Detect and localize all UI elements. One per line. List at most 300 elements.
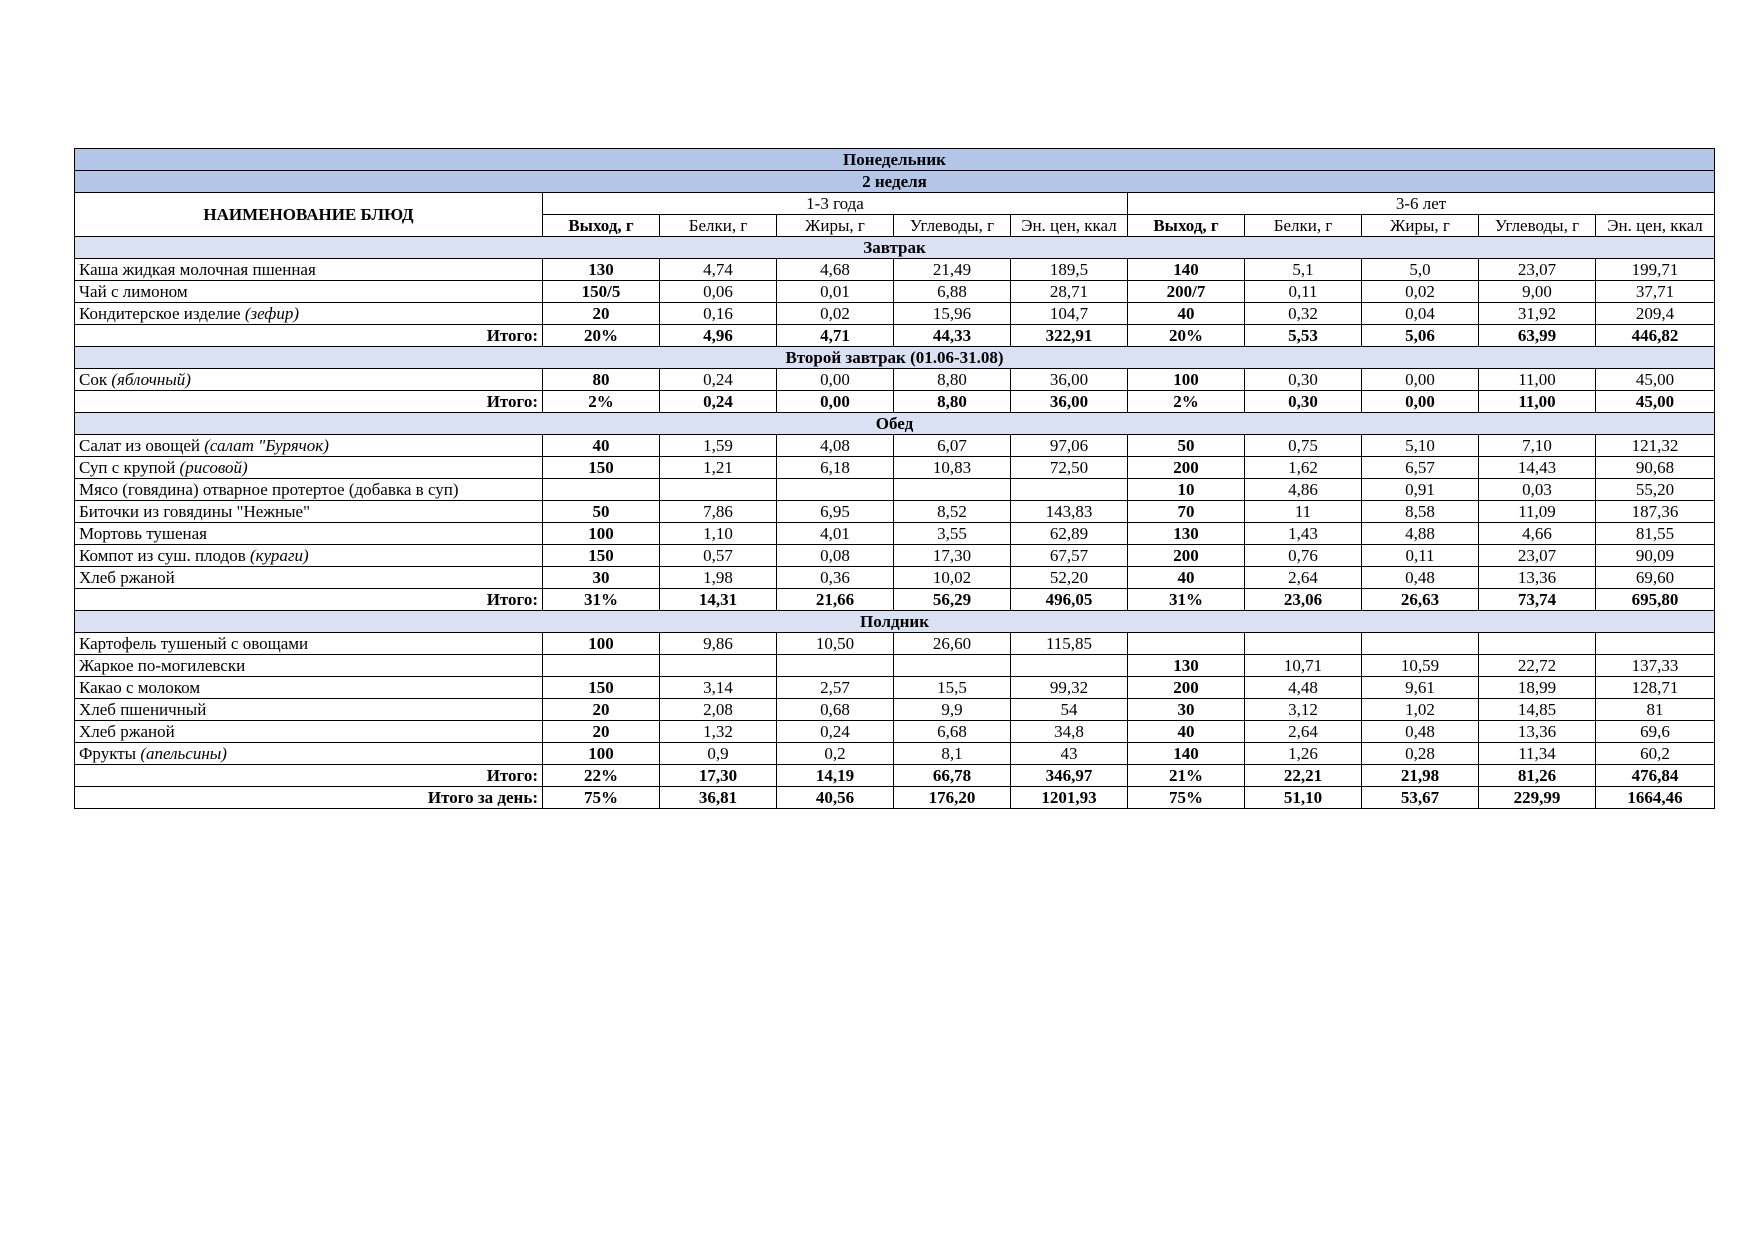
value-cell: 0,32 — [1245, 303, 1362, 325]
meal-total-row — [75, 391, 1715, 413]
value-cell: 13,36 — [1479, 721, 1596, 743]
col-header-energy: Эн. цен, ккал — [1011, 215, 1128, 237]
value-cell — [1011, 655, 1128, 677]
value-cell: 4,48 — [1245, 677, 1362, 699]
value-cell: 1,21 — [660, 457, 777, 479]
value-cell: 45,00 — [1596, 369, 1715, 391]
value-cell: 4,66 — [1479, 523, 1596, 545]
value-cell: 17,30 — [660, 765, 777, 787]
meal-title: Второй завтрак (01.06-31.08) — [75, 347, 1715, 369]
value-cell: 187,36 — [1596, 501, 1715, 523]
dish-name — [75, 259, 543, 281]
dish-name-text: Сок — [79, 369, 112, 389]
dish-name-header: НАИМЕНОВАНИЕ БЛЮД — [75, 193, 543, 237]
dish-name — [75, 655, 543, 677]
value-cell: 40,56 — [777, 787, 894, 809]
value-cell: 90,68 — [1596, 457, 1715, 479]
value-cell: 100 — [543, 743, 660, 765]
col-header-fat: Жиры, г — [777, 215, 894, 237]
value-cell: 1,10 — [660, 523, 777, 545]
dish-row — [75, 501, 1715, 523]
value-cell: 0,9 — [660, 743, 777, 765]
value-cell: 53,67 — [1362, 787, 1479, 809]
value-cell: 0,48 — [1362, 721, 1479, 743]
dish-note: (рисовой) — [179, 457, 248, 477]
value-cell — [1128, 633, 1245, 655]
value-cell: 0,03 — [1479, 479, 1596, 501]
value-cell: 2% — [1128, 391, 1245, 413]
value-cell: 4,08 — [777, 435, 894, 457]
dish-row — [75, 457, 1715, 479]
total-label: Итого: — [75, 589, 543, 611]
value-cell: 10,02 — [894, 567, 1011, 589]
value-cell: 7,86 — [660, 501, 777, 523]
value-cell: 97,06 — [1011, 435, 1128, 457]
dish-name — [75, 567, 543, 589]
value-cell: 0,2 — [777, 743, 894, 765]
dish-name-text: Хлеб пшеничный — [79, 699, 207, 719]
value-cell: 81,55 — [1596, 523, 1715, 545]
value-cell: 446,82 — [1596, 325, 1715, 347]
dish-name-text: Какао с молоком — [79, 677, 201, 697]
day-title: Понедельник — [75, 149, 1715, 171]
value-cell: 0,24 — [777, 721, 894, 743]
dish-name — [75, 677, 543, 699]
value-cell: 0,57 — [660, 545, 777, 567]
value-cell — [1479, 633, 1596, 655]
value-cell: 140 — [1128, 259, 1245, 281]
value-cell: 130 — [1128, 523, 1245, 545]
value-cell: 36,81 — [660, 787, 777, 809]
dish-row — [75, 281, 1715, 303]
value-cell: 31% — [543, 589, 660, 611]
dish-row — [75, 721, 1715, 743]
value-cell: 34,8 — [1011, 721, 1128, 743]
value-cell — [777, 479, 894, 501]
value-cell: 1,32 — [660, 721, 777, 743]
value-cell: 0,08 — [777, 545, 894, 567]
value-cell: 55,20 — [1596, 479, 1715, 501]
value-cell: 15,96 — [894, 303, 1011, 325]
value-cell: 130 — [543, 259, 660, 281]
value-cell: 23,06 — [1245, 589, 1362, 611]
value-cell: 31,92 — [1479, 303, 1596, 325]
value-cell: 72,50 — [1011, 457, 1128, 479]
dish-name-text: Салат из овощей — [79, 435, 205, 455]
value-cell: 11,34 — [1479, 743, 1596, 765]
value-cell: 18,99 — [1479, 677, 1596, 699]
dish-name-text: Каша жидкая молочная пшенная — [79, 259, 316, 279]
value-cell: 9,9 — [894, 699, 1011, 721]
value-cell: 0,30 — [1245, 369, 1362, 391]
dish-row — [75, 523, 1715, 545]
dish-name-text: Биточки из говядины "Нежные" — [79, 501, 311, 521]
value-cell: 37,71 — [1596, 281, 1715, 303]
value-cell: 176,20 — [894, 787, 1011, 809]
value-cell: 1664,46 — [1596, 787, 1715, 809]
value-cell: 1,02 — [1362, 699, 1479, 721]
total-label: Итого: — [75, 325, 543, 347]
value-cell: 36,00 — [1011, 391, 1128, 413]
dish-note: (кураги) — [249, 545, 309, 565]
value-cell — [1596, 633, 1715, 655]
value-cell: 346,97 — [1011, 765, 1128, 787]
age-group-3-6: 3-6 лет — [1128, 193, 1715, 215]
dish-row — [75, 545, 1715, 567]
dish-name — [75, 369, 543, 391]
value-cell: 496,05 — [1011, 589, 1128, 611]
value-cell: 0,28 — [1362, 743, 1479, 765]
dish-row — [75, 259, 1715, 281]
value-cell: 15,5 — [894, 677, 1011, 699]
dish-row — [75, 677, 1715, 699]
dish-name-text: Кондитерское изделие — [79, 303, 245, 323]
value-cell: 22,21 — [1245, 765, 1362, 787]
value-cell: 0,48 — [1362, 567, 1479, 589]
value-cell: 50 — [1128, 435, 1245, 457]
value-cell: 150 — [543, 545, 660, 567]
dish-row — [75, 479, 1715, 501]
week-title: 2 неделя — [75, 171, 1715, 193]
value-cell: 5,10 — [1362, 435, 1479, 457]
value-cell: 200/7 — [1128, 281, 1245, 303]
meal-header-row — [75, 237, 1715, 259]
value-cell: 80 — [543, 369, 660, 391]
value-cell — [1245, 633, 1362, 655]
col-header-protein: Белки, г — [660, 215, 777, 237]
value-cell: 99,32 — [1011, 677, 1128, 699]
value-cell: 4,71 — [777, 325, 894, 347]
day-total-label: Итого за день: — [75, 787, 543, 809]
value-cell: 0,00 — [1362, 391, 1479, 413]
value-cell: 63,99 — [1479, 325, 1596, 347]
dish-row — [75, 435, 1715, 457]
value-cell: 4,68 — [777, 259, 894, 281]
value-cell: 21% — [1128, 765, 1245, 787]
dish-name-text: Хлеб ржаной — [79, 567, 175, 587]
dish-name-text: Картофель тушеный с овощами — [79, 633, 309, 653]
value-cell: 8,1 — [894, 743, 1011, 765]
dish-note: (зефир) — [244, 303, 299, 323]
value-cell: 44,33 — [894, 325, 1011, 347]
value-cell: 3,14 — [660, 677, 777, 699]
value-cell: 7,10 — [1479, 435, 1596, 457]
dish-row — [75, 303, 1715, 325]
value-cell: 128,71 — [1596, 677, 1715, 699]
value-cell: 0,36 — [777, 567, 894, 589]
value-cell: 9,86 — [660, 633, 777, 655]
value-cell: 73,74 — [1479, 589, 1596, 611]
value-cell: 51,10 — [1245, 787, 1362, 809]
dish-name — [75, 457, 543, 479]
value-cell: 6,07 — [894, 435, 1011, 457]
value-cell: 0,24 — [660, 369, 777, 391]
value-cell: 2,64 — [1245, 721, 1362, 743]
value-cell: 66,78 — [894, 765, 1011, 787]
value-cell: 52,20 — [1011, 567, 1128, 589]
value-cell: 21,98 — [1362, 765, 1479, 787]
value-cell — [894, 479, 1011, 501]
value-cell: 1201,93 — [1011, 787, 1128, 809]
value-cell — [894, 655, 1011, 677]
dish-row — [75, 655, 1715, 677]
value-cell: 695,80 — [1596, 589, 1715, 611]
dish-name — [75, 743, 543, 765]
value-cell: 22,72 — [1479, 655, 1596, 677]
value-cell: 9,61 — [1362, 677, 1479, 699]
value-cell: 31% — [1128, 589, 1245, 611]
dish-name-text: Хлеб ржаной — [79, 721, 175, 741]
value-cell: 30 — [1128, 699, 1245, 721]
value-cell: 0,00 — [777, 369, 894, 391]
value-cell: 229,99 — [1479, 787, 1596, 809]
dish-name — [75, 699, 543, 721]
dish-name — [75, 633, 543, 655]
value-cell: 10,59 — [1362, 655, 1479, 677]
value-cell: 20% — [543, 325, 660, 347]
value-cell: 23,07 — [1479, 545, 1596, 567]
value-cell: 1,43 — [1245, 523, 1362, 545]
value-cell: 1,26 — [1245, 743, 1362, 765]
dish-name-text: Фрукты — [79, 743, 141, 763]
value-cell: 75% — [543, 787, 660, 809]
value-cell: 81 — [1596, 699, 1715, 721]
value-cell — [1011, 479, 1128, 501]
value-cell — [543, 479, 660, 501]
value-cell: 90,09 — [1596, 545, 1715, 567]
dish-name — [75, 545, 543, 567]
value-cell: 6,57 — [1362, 457, 1479, 479]
value-cell: 200 — [1128, 545, 1245, 567]
col-header-yield: Выход, г — [1128, 215, 1245, 237]
value-cell — [1362, 633, 1479, 655]
dish-name — [75, 303, 543, 325]
dish-note: (яблочный) — [111, 369, 191, 389]
value-cell: 0,06 — [660, 281, 777, 303]
value-cell: 2% — [543, 391, 660, 413]
value-cell: 4,96 — [660, 325, 777, 347]
value-cell: 1,62 — [1245, 457, 1362, 479]
value-cell: 14,85 — [1479, 699, 1596, 721]
value-cell: 8,80 — [894, 391, 1011, 413]
value-cell: 23,07 — [1479, 259, 1596, 281]
value-cell: 2,57 — [777, 677, 894, 699]
value-cell: 0,02 — [777, 303, 894, 325]
value-cell: 43 — [1011, 743, 1128, 765]
value-cell: 104,7 — [1011, 303, 1128, 325]
dish-name-text: Компот из суш. плодов — [79, 545, 250, 565]
value-cell: 199,71 — [1596, 259, 1715, 281]
value-cell: 140 — [1128, 743, 1245, 765]
value-cell: 62,89 — [1011, 523, 1128, 545]
value-cell: 200 — [1128, 677, 1245, 699]
meal-title: Обед — [75, 413, 1715, 435]
col-header-protein: Белки, г — [1245, 215, 1362, 237]
value-cell: 1,59 — [660, 435, 777, 457]
value-cell: 0,68 — [777, 699, 894, 721]
dish-name-text: Мортовь тушеная — [79, 523, 208, 543]
dish-note: (салат "Бурячок) — [204, 435, 329, 455]
col-header-fat: Жиры, г — [1362, 215, 1479, 237]
value-cell: 4,88 — [1362, 523, 1479, 545]
value-cell: 1,98 — [660, 567, 777, 589]
value-cell: 45,00 — [1596, 391, 1715, 413]
value-cell: 0,16 — [660, 303, 777, 325]
value-cell: 200 — [1128, 457, 1245, 479]
value-cell: 14,19 — [777, 765, 894, 787]
value-cell: 115,85 — [1011, 633, 1128, 655]
value-cell: 0,24 — [660, 391, 777, 413]
value-cell: 11,09 — [1479, 501, 1596, 523]
value-cell: 14,31 — [660, 589, 777, 611]
value-cell — [660, 479, 777, 501]
value-cell: 11,00 — [1479, 391, 1596, 413]
value-cell: 0,00 — [777, 391, 894, 413]
value-cell: 0,75 — [1245, 435, 1362, 457]
value-cell — [777, 655, 894, 677]
age-group-header-row — [75, 193, 1715, 215]
value-cell: 209,4 — [1596, 303, 1715, 325]
value-cell: 0,00 — [1362, 369, 1479, 391]
meal-total-row — [75, 765, 1715, 787]
value-cell: 69,60 — [1596, 567, 1715, 589]
value-cell: 21,66 — [777, 589, 894, 611]
dish-name — [75, 281, 543, 303]
value-cell: 56,29 — [894, 589, 1011, 611]
dish-row — [75, 743, 1715, 765]
dish-name — [75, 523, 543, 545]
value-cell: 100 — [1128, 369, 1245, 391]
meal-header-row — [75, 347, 1715, 369]
value-cell: 130 — [1128, 655, 1245, 677]
value-cell: 54 — [1011, 699, 1128, 721]
dish-row — [75, 369, 1715, 391]
dish-name — [75, 479, 543, 501]
value-cell: 20 — [543, 303, 660, 325]
value-cell: 322,91 — [1011, 325, 1128, 347]
value-cell: 3,55 — [894, 523, 1011, 545]
meal-title: Полдник — [75, 611, 1715, 633]
value-cell: 22% — [543, 765, 660, 787]
value-cell: 5,0 — [1362, 259, 1479, 281]
value-cell: 20 — [543, 699, 660, 721]
value-cell: 26,63 — [1362, 589, 1479, 611]
value-cell: 26,60 — [894, 633, 1011, 655]
value-cell: 14,43 — [1479, 457, 1596, 479]
value-cell: 40 — [1128, 567, 1245, 589]
dish-note: (апельсины) — [140, 743, 227, 763]
value-cell: 10,71 — [1245, 655, 1362, 677]
col-header-carbs: Углеводы, г — [894, 215, 1011, 237]
value-cell: 9,00 — [1479, 281, 1596, 303]
value-cell: 0,11 — [1362, 545, 1479, 567]
col-header-carbs: Углеводы, г — [1479, 215, 1596, 237]
value-cell: 100 — [543, 523, 660, 545]
value-cell: 13,36 — [1479, 567, 1596, 589]
value-cell: 0,02 — [1362, 281, 1479, 303]
value-cell: 20% — [1128, 325, 1245, 347]
value-cell: 0,91 — [1362, 479, 1479, 501]
value-cell: 6,95 — [777, 501, 894, 523]
value-cell: 0,01 — [777, 281, 894, 303]
value-cell: 0,04 — [1362, 303, 1479, 325]
value-cell: 17,30 — [894, 545, 1011, 567]
total-label: Итого: — [75, 765, 543, 787]
dish-row — [75, 633, 1715, 655]
meal-total-row — [75, 325, 1715, 347]
value-cell: 8,52 — [894, 501, 1011, 523]
value-cell: 5,06 — [1362, 325, 1479, 347]
meal-total-row — [75, 589, 1715, 611]
value-cell: 81,26 — [1479, 765, 1596, 787]
value-cell: 11 — [1245, 501, 1362, 523]
menu-table — [74, 148, 1715, 809]
value-cell: 6,18 — [777, 457, 894, 479]
value-cell: 137,33 — [1596, 655, 1715, 677]
value-cell: 2,64 — [1245, 567, 1362, 589]
value-cell: 6,88 — [894, 281, 1011, 303]
value-cell: 189,5 — [1011, 259, 1128, 281]
dish-row — [75, 699, 1715, 721]
dish-name-text: Суп с крупой — [79, 457, 180, 477]
value-cell: 21,49 — [894, 259, 1011, 281]
value-cell: 40 — [1128, 303, 1245, 325]
value-cell: 121,32 — [1596, 435, 1715, 457]
value-cell: 60,2 — [1596, 743, 1715, 765]
col-header-energy: Эн. цен, ккал — [1596, 215, 1715, 237]
dish-name — [75, 721, 543, 743]
value-cell: 11,00 — [1479, 369, 1596, 391]
total-label: Итого: — [75, 391, 543, 413]
value-cell: 28,71 — [1011, 281, 1128, 303]
meal-title: Завтрак — [75, 237, 1715, 259]
value-cell: 75% — [1128, 787, 1245, 809]
value-cell: 69,6 — [1596, 721, 1715, 743]
value-cell: 10 — [1128, 479, 1245, 501]
value-cell — [543, 655, 660, 677]
value-cell: 143,83 — [1011, 501, 1128, 523]
value-cell: 36,00 — [1011, 369, 1128, 391]
value-cell: 0,11 — [1245, 281, 1362, 303]
value-cell: 30 — [543, 567, 660, 589]
meal-header-row — [75, 413, 1715, 435]
value-cell: 6,68 — [894, 721, 1011, 743]
value-cell: 2,08 — [660, 699, 777, 721]
value-cell: 4,74 — [660, 259, 777, 281]
dish-name — [75, 501, 543, 523]
day-row — [75, 149, 1715, 171]
value-cell: 150 — [543, 677, 660, 699]
value-cell: 8,80 — [894, 369, 1011, 391]
value-cell: 70 — [1128, 501, 1245, 523]
value-cell: 10,83 — [894, 457, 1011, 479]
value-cell: 8,58 — [1362, 501, 1479, 523]
value-cell: 5,1 — [1245, 259, 1362, 281]
age-group-1-3: 1-3 года — [543, 193, 1128, 215]
value-cell: 476,84 — [1596, 765, 1715, 787]
day-total-row — [75, 787, 1715, 809]
value-cell: 4,86 — [1245, 479, 1362, 501]
week-row — [75, 171, 1715, 193]
dish-row — [75, 567, 1715, 589]
dish-name-text: Чай с лимоном — [79, 281, 188, 301]
value-cell: 0,76 — [1245, 545, 1362, 567]
value-cell: 10,50 — [777, 633, 894, 655]
value-cell — [660, 655, 777, 677]
col-header-yield: Выход, г — [543, 215, 660, 237]
value-cell: 20 — [543, 721, 660, 743]
value-cell: 67,57 — [1011, 545, 1128, 567]
